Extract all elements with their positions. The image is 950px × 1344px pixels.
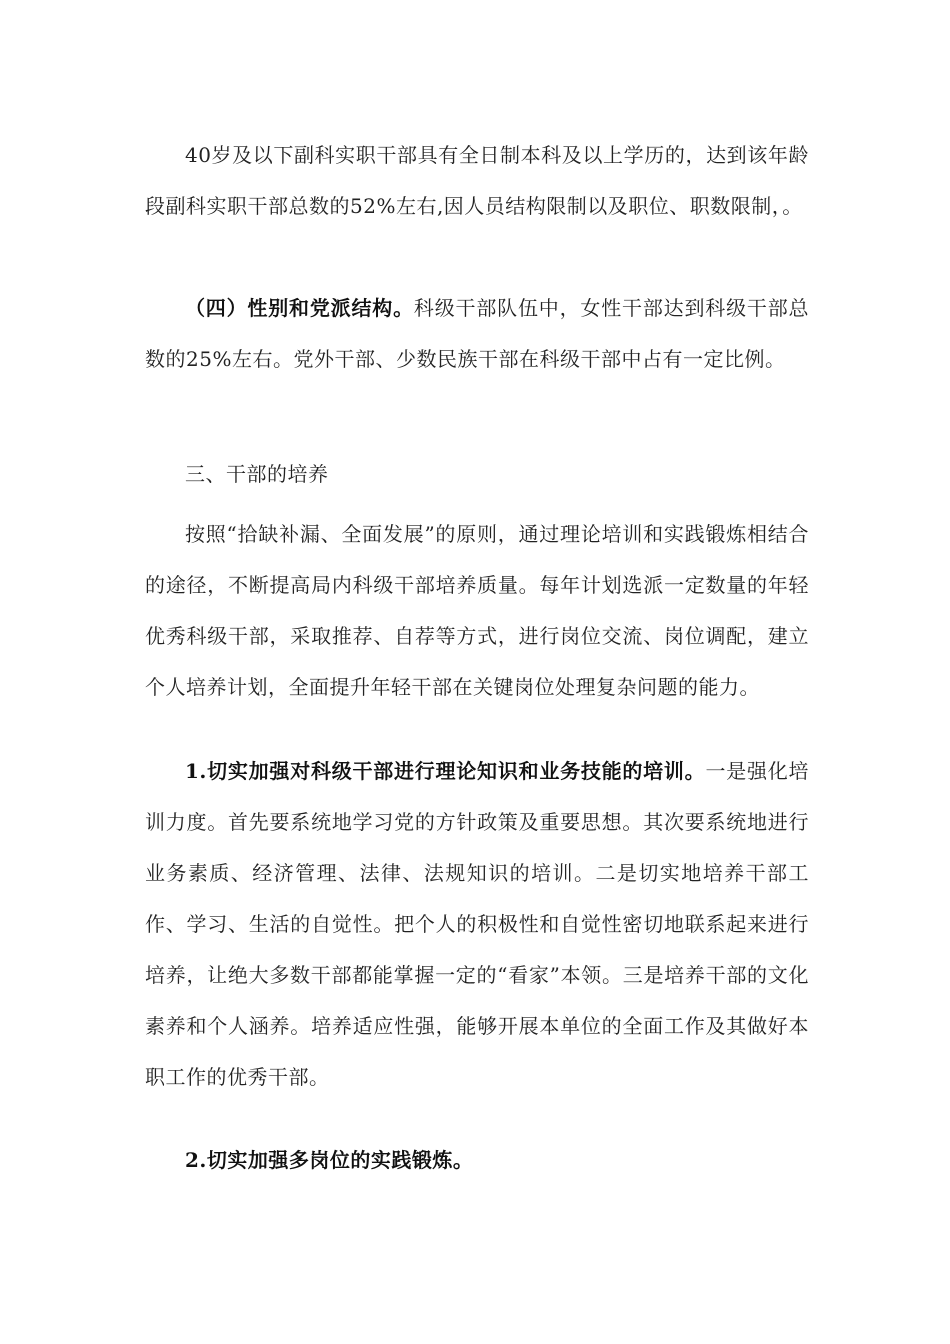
paragraph-practice — [145, 1135, 809, 1186]
paragraph-gender-party — [145, 283, 809, 385]
paragraph-training-theory — [145, 746, 809, 1103]
paragraph-text: 40岁及以下副科实职干部具有全日制本科及以上学历的，达到该年龄段副科实职干部总数的52%左右,因人员结构限制以及职位、职数限制，。 — [145, 143, 809, 218]
section-heading-4: （四）性别和党派结构。 — [185, 296, 414, 320]
paragraph-text: 科级干部队伍中，女性干部达到科级干部总数的25%左右。党外干部、少数民族干部在科级干部中占有一定比例。 — [145, 296, 810, 371]
paragraph-text: 一是强化培训力度。首先要系统地学习党的方针政策及重要思想。其次要系统地进行业务素质、经济管理、法律、法规知识的培训。二是切实地培养干部工作、学习、生活的自觉性。把个人的积极性和自觉性密切地联系起来进行培养，让绝大多数干部都能掌握一定的“看家”本领。三是培养干部的文化素养和个人涵养。培养适应性强，能够开展本单位的全面工作及其做好本职工作的优秀干部。 — [145, 759, 810, 1089]
section-heading-3 — [145, 449, 809, 500]
paragraph-text: 按照“拾缺补漏、全面发展”的原则，通过理论培训和实践锻炼相结合的途径，不断提高局内科级干部培养质量。每年计划选派一定数量的年轻优秀科级干部，采取推荐、自荐等方式，进行岗位交流、岗位调配，建立个人培养计划，全面提升年轻干部在关键岗位处理复杂问题的能力。 — [145, 522, 809, 699]
paragraph-education — [145, 130, 809, 232]
subheading-2: 2.切实加强多岗位的实践锻炼。 — [185, 1148, 474, 1172]
subheading-1: 1.切实加强对科级干部进行理论知识和业务技能的培训。 — [185, 759, 706, 783]
paragraph-training-principle — [145, 509, 809, 713]
heading-text: 三、干部的培养 — [185, 462, 329, 486]
